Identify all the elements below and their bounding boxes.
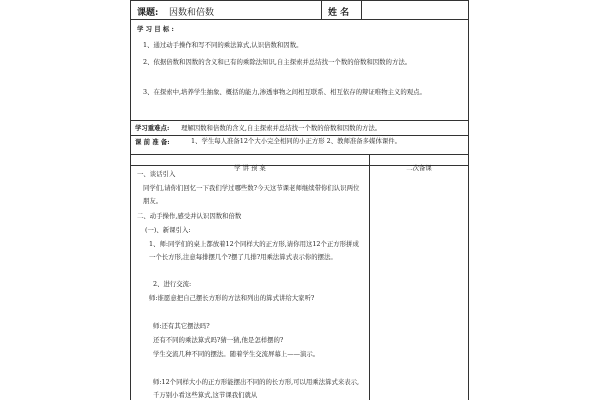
plan-header-left: 学 讲 预 案: [234, 164, 266, 172]
preparation-row: [131, 136, 468, 155]
plan-line-3: 二、动手操作,感受并认识因数和倍数: [137, 212, 242, 220]
header-row: [131, 0, 468, 20]
key-points-row: [131, 121, 468, 136]
name-label: 姓 名: [328, 8, 350, 18]
objective-item-2: 2、依据倍数和因数的含义和已有的乘除法知识,自主探索并总结找一个数的倍数和因数的方法。: [143, 58, 412, 66]
plan-body: [131, 166, 468, 400]
topic-label: 课题:: [137, 8, 159, 18]
plan-line-7: 师:谁愿意把自己摆长方形的方法和列出的算式讲给大家听?: [149, 294, 315, 302]
plan-header-right-cell: [369, 155, 468, 172]
plan-body-divider: [369, 166, 370, 400]
plan-header-row: [131, 155, 468, 172]
objectives-row: [131, 20, 468, 121]
preparation-text: 1、学生每人准备12个大小完全相同的小正方形 2、教师准备多媒体课件。: [191, 137, 402, 145]
name-value-cell: [361, 1, 468, 19]
plan-body-content: [131, 166, 369, 400]
key-points-label: 学习重难点:: [135, 124, 170, 132]
plan-header-right: 二次备课: [406, 164, 432, 172]
objective-item-1: 1、通过动手操作和写不同的乘法算式,认识倍数和因数。: [143, 41, 303, 49]
plan-line-8: 师:还有其它摆法吗?: [153, 322, 210, 330]
plan-line-10: 学生交流几种不同的摆法。随着学生交流屏幕上——演示。: [153, 350, 320, 358]
topic-value: 因数和倍数: [169, 8, 215, 18]
key-points-text: 理解因数和倍数的含义,自主探索并总结找一个数的倍数和因数的方法。: [181, 124, 382, 132]
preparation-label: 课 前 准 备:: [135, 138, 170, 146]
topic-cell: [131, 1, 321, 19]
plan-line-9: 还有不同的乘法算式吗?猜一猜,他是怎样摆的?: [153, 336, 284, 344]
objectives-title: 学 习 目 标 :: [137, 25, 174, 33]
lesson-plan-sheet: [130, 0, 469, 400]
objective-item-3: 3、在探索中,培养学生抽象、概括的能力,渗透事物之间相互联系、相互依存的辩证唯物主义的观点。: [143, 88, 426, 96]
plan-line-4: (一)、新课引入:: [145, 226, 191, 234]
plan-line-5: 1、师:同学们的桌上都放着12个同样大的正方形,请你用这12个正方形拼成一个长方形,注意每排摆几个?摆了几排?用乘法算式表示你的摆法。: [149, 240, 359, 261]
plan-line-1: 一、谈话引入: [137, 170, 176, 178]
plan-line-6: 2、进行交流:: [153, 280, 192, 288]
plan-line-11: 师:12个同样大小的正方形能摆出不同的的长方形,可以用乘法算式来表示,千万别小看这些算式,这节课我们就从: [153, 378, 360, 399]
name-label-cell: [321, 1, 361, 19]
plan-header-left-cell: [131, 155, 369, 172]
plan-line-2: 同学们,请你们回忆一下我们学过哪些数?今天这节课老师继续带你们认识两位朋友。: [143, 184, 360, 205]
